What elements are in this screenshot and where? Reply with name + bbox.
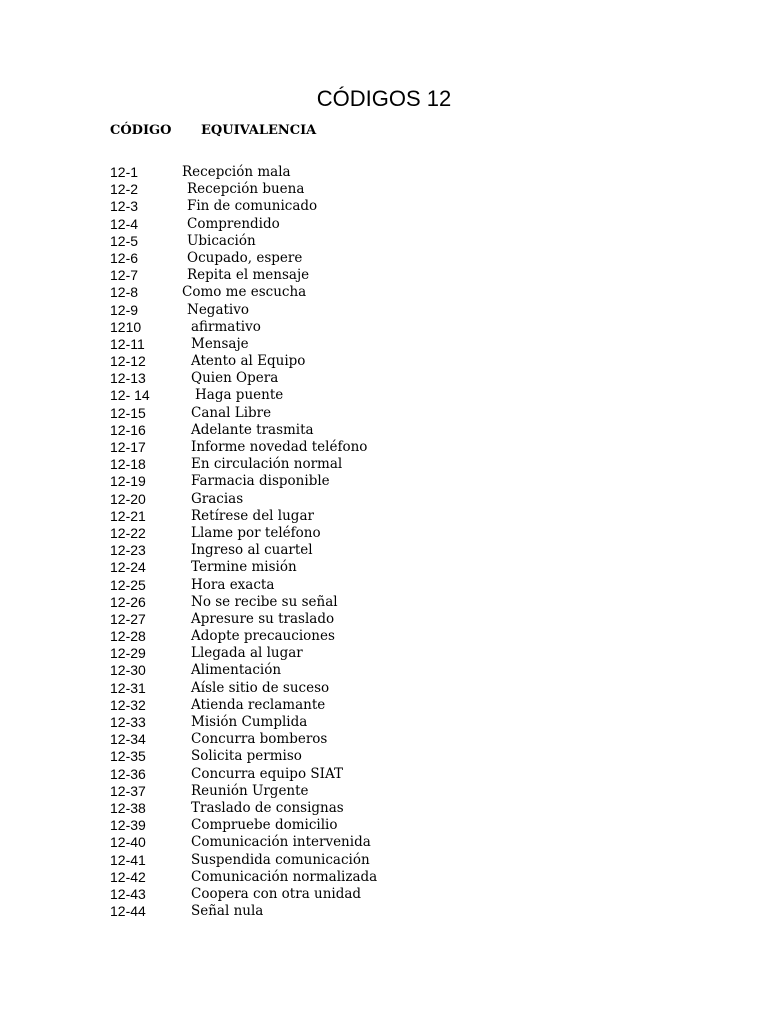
code-value: 12-27 xyxy=(110,610,146,627)
code-value: 12-11 xyxy=(110,335,145,352)
code-value: 12-22 xyxy=(110,524,146,541)
equivalence-text: Haga puente xyxy=(195,387,284,404)
equivalence-text: Traslado de consignas xyxy=(191,799,344,816)
equivalence-text: Repita el mensaje xyxy=(187,267,310,284)
code-value: 12-7 xyxy=(110,267,139,284)
code-value: 12-20 xyxy=(110,490,146,507)
equivalence-text: Ingreso al cuartel xyxy=(191,542,313,559)
equivalence-text: Concurra bomberos xyxy=(191,731,328,748)
code-value: 12-39 xyxy=(110,817,146,834)
equivalence-text: En circulación normal xyxy=(191,456,343,473)
equivalence-text: Atienda reclamante xyxy=(191,696,326,713)
code-value: 12-25 xyxy=(110,576,146,593)
equivalence-text: Fin de comunicado xyxy=(187,198,318,215)
code-value: 1210 xyxy=(110,318,142,335)
equivalence-text: Adelante trasmita xyxy=(191,421,314,438)
code-value: 12-28 xyxy=(110,628,146,645)
equivalence-text: Mensaje xyxy=(191,335,249,352)
equivalence-text: Misión Cumplida xyxy=(191,714,308,730)
code-value: 12-34 xyxy=(110,731,146,748)
code-value: 12-19 xyxy=(110,473,146,490)
equivalence-text: Llegada al lugar xyxy=(191,645,303,662)
equivalence-text: Reunión Urgente xyxy=(191,782,309,799)
code-value: 12-12 xyxy=(110,353,146,370)
code-value: 12-13 xyxy=(110,370,146,387)
equivalence-text: afirmativo xyxy=(191,318,261,335)
column-header-code: CÓDIGO xyxy=(110,123,172,138)
code-value: 12-16 xyxy=(110,421,146,438)
code-value: 12-17 xyxy=(110,439,146,455)
code-value: 12-37 xyxy=(110,782,146,799)
code-value: 12-3 xyxy=(110,198,139,215)
equivalence-text: Farmacia disponible xyxy=(191,473,330,490)
equivalence-text: Ocupado, espere xyxy=(187,249,303,266)
equivalence-text: Informe novedad teléfono xyxy=(191,439,368,455)
equivalence-text: Aísle sitio de suceso xyxy=(191,679,330,696)
equivalence-text: Recepción mala xyxy=(182,164,291,180)
code-value: 12-35 xyxy=(110,748,146,765)
equivalence-text: Negativo xyxy=(187,301,249,318)
equivalence-text: Quien Opera xyxy=(191,370,279,387)
equivalence-text: Compruebe domicilio xyxy=(191,817,338,834)
code-value: 12-43 xyxy=(110,885,146,902)
code-value: 12-8 xyxy=(110,284,139,301)
equivalence-text: Señal nula xyxy=(191,903,264,920)
code-value: 12-42 xyxy=(110,868,146,885)
equivalence-text: Retírese del lugar xyxy=(191,507,314,524)
equivalence-text: Alimentación xyxy=(191,662,282,679)
equivalence-text: Hora exacta xyxy=(191,576,275,593)
code-value: 12-26 xyxy=(110,593,146,610)
equivalence-text: Coopera con otra unidad xyxy=(191,885,362,902)
equivalence-text: Recepción buena xyxy=(187,181,305,198)
equivalence-text: Ubicación xyxy=(187,232,256,249)
column-header-equivalence: EQUIVALENCIA xyxy=(201,123,317,138)
code-value: 12- 14 xyxy=(110,387,150,404)
code-value: 12-9 xyxy=(110,301,139,318)
code-value: 12-44 xyxy=(110,903,146,920)
code-value: 12-6 xyxy=(110,249,139,266)
equivalence-text: Canal Libre xyxy=(191,404,272,421)
code-value: 12-36 xyxy=(110,765,146,782)
equivalence-text: Suspendida comunicación xyxy=(191,851,370,868)
equivalence-text: Termine misión xyxy=(191,559,297,576)
equivalence-text: Comunicación intervenida xyxy=(191,834,371,851)
equivalence-text: Como me escucha xyxy=(182,284,307,301)
code-value: 12-40 xyxy=(110,834,146,851)
equivalence-text: Apresure su traslado xyxy=(191,610,335,627)
code-value: 12-1 xyxy=(110,164,139,180)
code-value: 12-29 xyxy=(110,645,146,662)
equivalence-text: Concurra equipo SIAT xyxy=(191,765,343,782)
equivalence-text: Llame por teléfono xyxy=(191,524,321,541)
code-value: 12-21 xyxy=(110,507,146,524)
equivalence-text: Solicita permiso xyxy=(191,748,302,765)
equivalence-text: No se recibe su señal xyxy=(191,593,338,610)
code-value: 12-4 xyxy=(110,215,139,232)
code-value: 12-2 xyxy=(110,181,139,198)
code-value: 12-33 xyxy=(110,714,146,730)
equivalence-text: Comprendido xyxy=(187,215,280,232)
equivalence-text: Comunicación normalizada xyxy=(191,868,378,885)
equivalence-text: Gracias xyxy=(191,490,244,507)
code-value: 12-18 xyxy=(110,456,146,473)
equivalence-text: Adopte precauciones xyxy=(191,628,335,645)
code-value: 12-38 xyxy=(110,799,146,816)
code-value: 12-41 xyxy=(110,851,146,868)
code-value: 12-32 xyxy=(110,696,146,713)
code-value: 12-15 xyxy=(110,404,146,421)
equivalence-text: Atento al Equipo xyxy=(191,353,306,370)
code-value: 12-5 xyxy=(110,232,139,249)
page-title: CÓDIGOS 12 xyxy=(316,86,452,111)
code-value: 12-30 xyxy=(110,662,146,679)
code-value: 12-31 xyxy=(110,679,146,696)
code-value: 12-24 xyxy=(110,559,146,576)
code-value: 12-23 xyxy=(110,542,146,559)
